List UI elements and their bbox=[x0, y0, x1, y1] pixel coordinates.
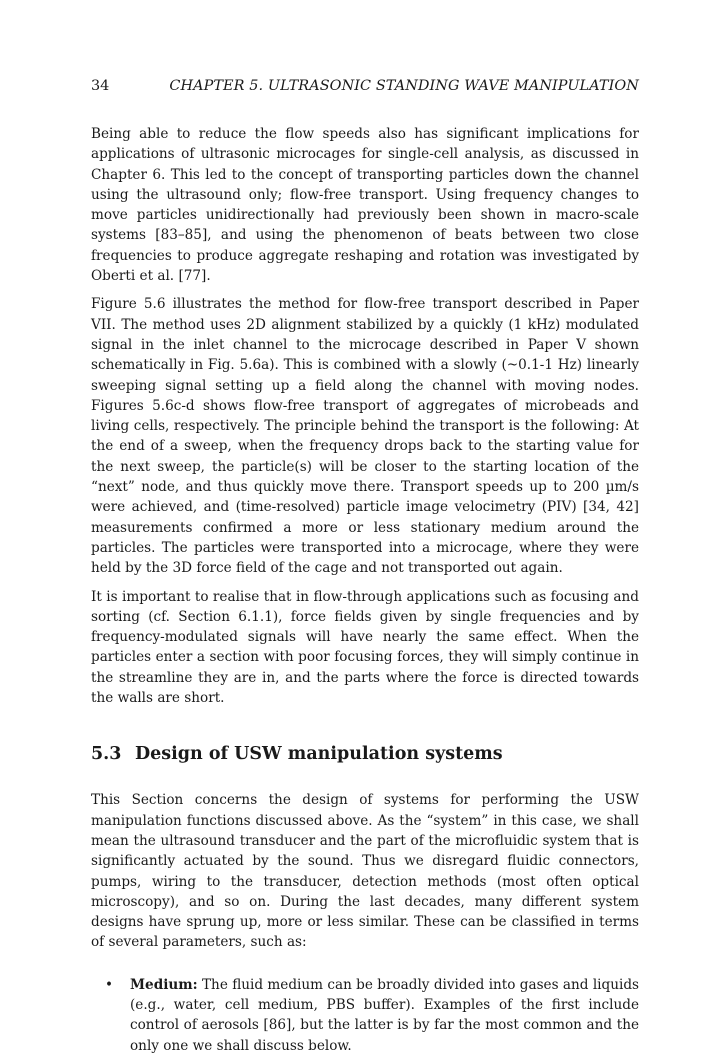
section-heading bbox=[91, 742, 639, 766]
paragraph-flow-speeds: Being able to reduce the flow speeds also has significant implications for applications of ultrasonic microcages for single-cell analysis, as discussed in Chapter 6. This led to the concept of transporting particles down the channel using the ultrasound only; flow-free transport. Using frequency changes to move particles unidirectionally had previously been shown in macro-scale systems [83–85], and using the phenomenon of beats between two close frequencies to produce aggregate reshaping and rotation was investigated by Oberti et al. [77]. bbox=[91, 126, 639, 285]
paragraph-section-intro: This Section concerns the design of systems for performing the USW manipulation functions discussed above. As the “system” in this case, we shall mean the ultrasound transducer and the part of the microfluidic system that is significantly actuated by the sound. Thus we disregard fluidic connectors, pumps, wiring to the transducer, detection methods (most often optical microscopy), and so on. During the last decades, many different system designs have sprung up, more or less similar. These can be classified in terms of several parameters, such as: bbox=[91, 792, 639, 951]
paragraph-figure-5-6: Figure 5.6 illustrates the method for flow-free transport described in Paper VII. The method uses 2D alignment stabilized by a quickly (1 kHz) modulated signal in the inlet channel to the microcage described in Paper V shown schematically in Fig. 5.6a). This is combined with a slowly (~0.1-1 Hz) linearly sweeping signal setting up a field along the channel with moving nodes. Figures 5.6c-d shows flow-free transport of aggregates of microbeads and living cells, respectively. The principle behind the transport is the following: At the end of a sweep, when the frequency drops back to the starting value for the next sweep, the particle(s) will be closer to the starting location of the “next” node, and thus quickly move there. Transport speeds up to 200 µm/s were achieved, and (time-resolved) particle image velocimetry (PIV) [34, 42] measurements confirmed a more or less stationary medium around the particles. The particles were transported into a microcage, where they were held by the 3D force field of the cage and not transported out again. bbox=[91, 296, 639, 577]
list-item-text: The fluid medium can be broadly divided into gases and liquids (e.g., water, cell medium, PBS buffer). Examples of the first include control of aerosols [86], but the latter is by far the most common and the only one we shall discuss below. bbox=[130, 976, 639, 1054]
section-title: Design of USW manipulation systems bbox=[135, 744, 503, 765]
section-number: 5.3 bbox=[91, 744, 122, 765]
bullet-icon: • bbox=[105, 976, 114, 993]
running-header bbox=[91, 76, 639, 96]
body-text bbox=[91, 124, 639, 1056]
chapter-title: CHAPTER 5. ULTRASONIC STANDING WAVE MANIPULATION bbox=[169, 78, 639, 94]
list-item bbox=[105, 975, 639, 1056]
page-number: 34 bbox=[91, 78, 110, 94]
parameter-list bbox=[91, 975, 639, 1056]
list-item-term: Medium: bbox=[130, 976, 198, 993]
paragraph-flow-through: It is important to realise that in flow-through applications such as focusing and sorting (cf. Section 6.1.1), force fields given by single frequencies and by frequency-modulated signals will have nearly the same effect. When the particles enter a section with poor focusing forces, they will simply continue in the streamline they are in, and the parts where the force is directed towards the walls are short. bbox=[91, 588, 639, 707]
